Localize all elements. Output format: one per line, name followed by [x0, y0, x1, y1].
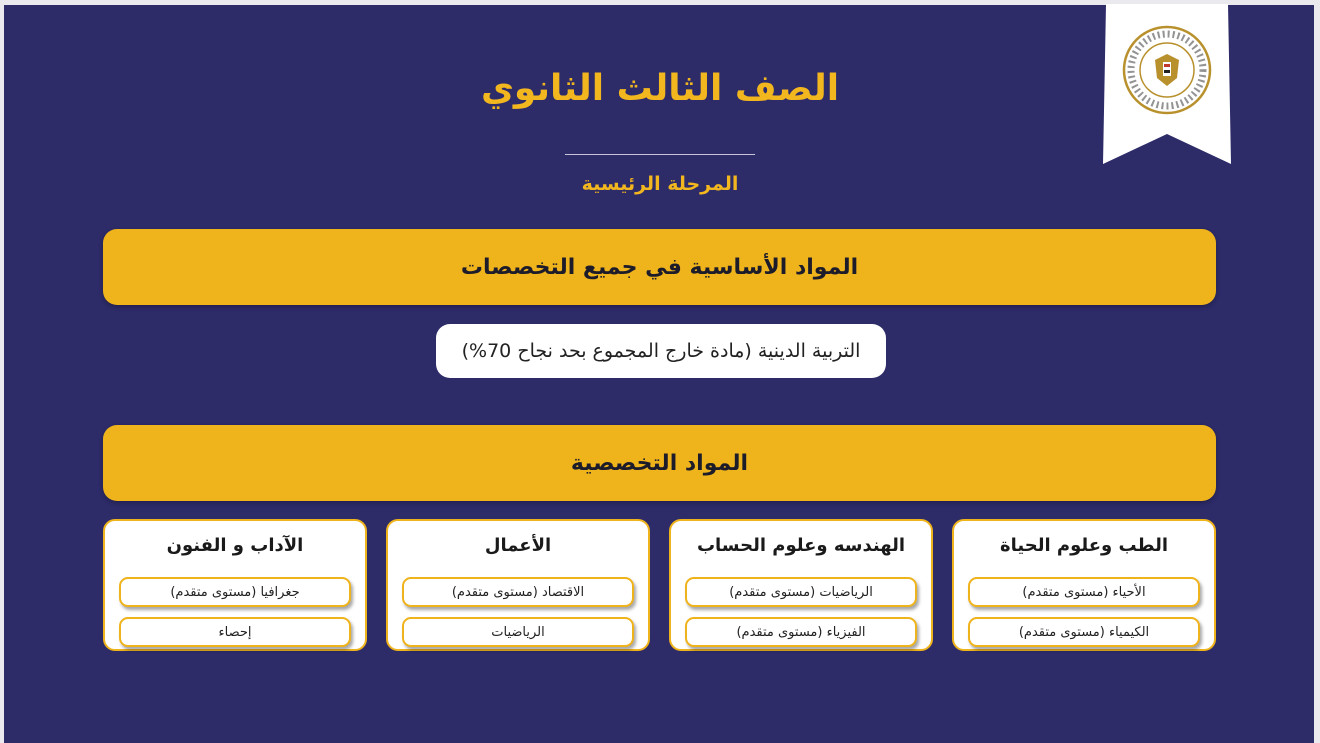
track-title: الهندسه وعلوم الحساب: [696, 535, 906, 556]
ministry-logo-ribbon: [1103, 4, 1231, 164]
track-subject: الرياضيات (مستوى متقدم): [685, 577, 917, 607]
specialized-subjects-banner: المواد التخصصية: [103, 425, 1216, 501]
core-subjects-banner: المواد الأساسية في جميع التخصصات: [103, 229, 1216, 305]
track-subject: جغرافيا (مستوى متقدم): [119, 577, 351, 607]
track-title: الأعمال: [484, 535, 552, 556]
track-title: الآداب و الفنون: [166, 535, 304, 556]
track-subject: الأحياء (مستوى متقدم): [968, 577, 1200, 607]
track-subject: الفيزياء (مستوى متقدم): [685, 617, 917, 647]
slide-frame-left: [0, 0, 4, 743]
track-subject: الرياضيات: [402, 617, 634, 647]
track-card-engineering: [669, 519, 933, 651]
slide-frame-right: [1314, 0, 1320, 743]
track-card-arts: [103, 519, 367, 651]
title-divider: [565, 154, 755, 155]
track-subject: إحصاء: [119, 617, 351, 647]
core-subject-religion: التربية الدينية (مادة خارج المجموع بحد نجاح 70%): [436, 324, 886, 378]
track-card-medicine: [952, 519, 1216, 651]
page-subtitle: المرحلة الرئيسية: [581, 173, 739, 195]
track-card-business: [386, 519, 650, 651]
page-title: الصف الثالث الثانوي: [480, 68, 840, 109]
track-title: الطب وعلوم الحياة: [1000, 535, 1168, 556]
track-subject: الكيمياء (مستوى متقدم): [968, 617, 1200, 647]
track-subject: الاقتصاد (مستوى متقدم): [402, 577, 634, 607]
